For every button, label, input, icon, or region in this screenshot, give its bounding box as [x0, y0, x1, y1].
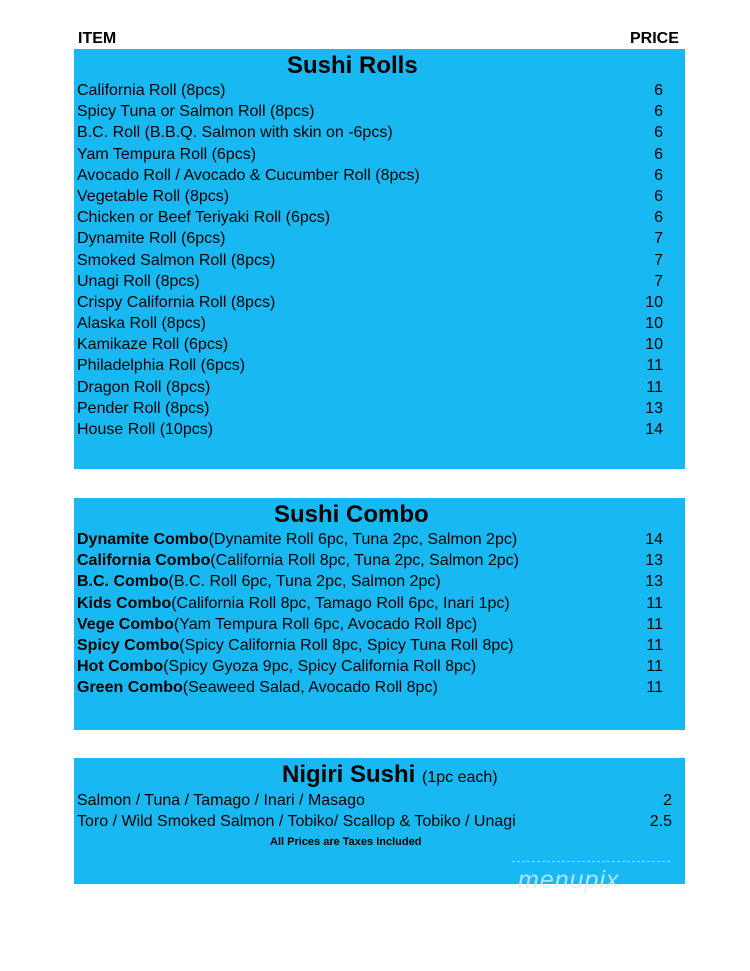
menu-item-label	[77, 658, 476, 675]
menu-item-label: Crispy California Roll (8pcs)	[77, 293, 276, 311]
menu-item-price: 10	[645, 293, 663, 311]
menu-item-label	[77, 531, 517, 548]
menu-item-price: 14	[645, 531, 663, 548]
menu-item-label: Spicy Tuna or Salmon Roll (8pcs)	[77, 103, 315, 121]
nigiri-subtitle: (1pc each)	[422, 769, 498, 786]
combo-name: Green Combo	[77, 679, 183, 697]
menu-item-row	[77, 656, 685, 677]
menu-item-row	[77, 677, 685, 698]
menu-item-price: 6	[654, 103, 663, 121]
menu-item-price: 7	[654, 251, 663, 269]
menu-item-row	[77, 207, 685, 228]
menu-item-label: Dynamite Roll (6pcs)	[77, 230, 226, 248]
menu-item-row	[77, 790, 685, 811]
combo-name: Dynamite Combo	[77, 531, 209, 548]
menu-item-label: Dragon Roll (8pcs)	[77, 378, 211, 396]
menu-item-price: 11	[646, 679, 663, 697]
menu-item-price: 6	[654, 187, 663, 205]
menu-item-price: 11	[646, 636, 663, 654]
menu-item-row	[77, 614, 685, 635]
menu-item-row	[77, 80, 685, 101]
menu-item-price: 13	[645, 573, 663, 591]
tax-note: All Prices are Taxes Included	[270, 836, 422, 848]
combo-description: (Spicy California Roll 8pc, Spicy Tuna Roll 8pc)	[179, 636, 514, 654]
menu-item-price: 10	[645, 315, 663, 333]
price-column-header: PRICE	[630, 30, 679, 47]
sushi-rolls-section	[74, 49, 685, 469]
menu-item-label: Pender Roll (8pcs)	[77, 399, 210, 417]
menu-item-label: Toro / Wild Smoked Salmon / Tobiko/ Scallop & Tobiko / Unagi	[77, 813, 516, 831]
combo-description: (California Roll 8pc, Tuna 2pc, Salmon 2pc)	[210, 552, 519, 570]
menu-item-price: 6	[654, 145, 663, 163]
menu-item-row	[77, 635, 685, 656]
menu-item-label: California Roll (8pcs)	[77, 82, 226, 99]
menu-item-row	[77, 292, 685, 313]
menu-item-label	[77, 679, 438, 696]
combo-name: B.C. Combo	[77, 573, 169, 591]
combo-name: Hot Combo	[77, 658, 164, 676]
menu-item-price: 10	[645, 336, 663, 354]
menu-item-label	[77, 616, 477, 633]
menu-item-label	[77, 637, 514, 654]
menu-item-label: Smoked Salmon Roll (8pcs)	[77, 251, 276, 269]
menu-item-row	[77, 355, 685, 376]
menu-item-price: 6	[654, 124, 663, 142]
menu-item-row	[77, 593, 685, 614]
menu-item-label: Unagi Roll (8pcs)	[77, 272, 200, 290]
menu-item-price: 2.5	[649, 813, 672, 831]
menu-item-row	[77, 144, 685, 165]
menu-item-price: 2	[663, 792, 672, 809]
nigiri-title: Nigiri Sushi	[282, 761, 416, 788]
menu-item-row	[77, 228, 685, 249]
menu-item-label	[77, 552, 519, 569]
menu-item-row	[77, 313, 685, 334]
sushi-rolls-title: Sushi Rolls	[287, 52, 418, 79]
menu-item-row	[77, 571, 685, 592]
menu-item-row	[77, 398, 685, 419]
menu-item-price: 11	[646, 357, 663, 375]
menu-item-label	[77, 573, 441, 590]
menu-item-label: Chicken or Beef Teriyaki Roll (6pcs)	[77, 209, 331, 227]
menu-item-price: 7	[654, 272, 663, 290]
combo-description: (Yam Tempura Roll 6pc, Avocado Roll 8pc)	[173, 615, 478, 633]
menu-item-price: 13	[645, 399, 663, 417]
menu-item-row	[77, 165, 685, 186]
combo-description: (Seaweed Salad, Avocado Roll 8pc)	[182, 679, 438, 697]
sushi-combo-title: Sushi Combo	[274, 501, 429, 528]
menu-item-price: 11	[646, 594, 663, 612]
menu-item-row	[77, 550, 685, 571]
menu-item-label: Vegetable Roll (8pcs)	[77, 187, 230, 205]
menu-item-label: B.C. Roll (B.B.Q. Salmon with skin on -6pcs)	[77, 124, 393, 142]
menu-item-label: Kamikaze Roll (6pcs)	[77, 336, 229, 354]
menu-item-row	[77, 101, 685, 122]
menu-item-row	[77, 271, 685, 292]
menu-item-label: Alaska Roll (8pcs)	[77, 315, 206, 333]
nigiri-title-line	[282, 761, 498, 789]
sushi-combo-section	[74, 498, 685, 730]
menu-item-row	[77, 811, 685, 832]
menu-item-price: 14	[645, 421, 663, 438]
nigiri-list	[77, 790, 685, 832]
menu-item-price: 7	[654, 230, 663, 248]
combo-description: (Spicy Gyoza 9pc, Spicy California Roll 8pc)	[163, 658, 477, 676]
watermark: menupix	[518, 866, 620, 894]
menu-item-row	[77, 377, 685, 398]
menu-item-price: 11	[646, 658, 663, 676]
menu-item-row	[77, 122, 685, 143]
menu-item-label: House Roll (10pcs)	[77, 421, 214, 438]
menu-item-row	[77, 419, 685, 440]
menu-item-price: 13	[645, 552, 663, 570]
combo-description: (California Roll 8pc, Tamago Roll 6pc, Inari 1pc)	[171, 594, 510, 612]
watermark-line	[512, 861, 670, 862]
combo-name: Vege Combo	[77, 615, 174, 633]
menu-item-price: 6	[654, 209, 663, 227]
sushi-combo-list	[77, 529, 685, 699]
menu-item-label: Yam Tempura Roll (6pcs)	[77, 145, 257, 163]
combo-description: (B.C. Roll 6pc, Tuna 2pc, Salmon 2pc)	[168, 573, 441, 591]
menu-item-price: 11	[646, 615, 663, 633]
item-column-header: ITEM	[78, 30, 117, 47]
menu-item-label: Salmon / Tuna / Tamago / Inari / Masago	[77, 792, 365, 809]
menu-item-price: 11	[646, 378, 663, 396]
combo-name: Spicy Combo	[77, 636, 180, 654]
menu-item-label: Avocado Roll / Avocado & Cucumber Roll (8pcs)	[77, 166, 420, 184]
combo-name: California Combo	[77, 552, 211, 570]
menu-item-row	[77, 186, 685, 207]
combo-description: (Dynamite Roll 6pc, Tuna 2pc, Salmon 2pc)	[208, 531, 518, 548]
combo-name: Kids Combo	[77, 594, 172, 612]
menu-item-label	[77, 595, 510, 612]
sushi-rolls-list	[77, 80, 685, 440]
menu-item-price: 6	[654, 82, 663, 99]
menu-item-row	[77, 250, 685, 271]
menu-item-row	[77, 334, 685, 355]
menu-item-row	[77, 529, 685, 550]
menu-item-price: 6	[654, 166, 663, 184]
menu-item-label: Philadelphia Roll (6pcs)	[77, 357, 246, 375]
